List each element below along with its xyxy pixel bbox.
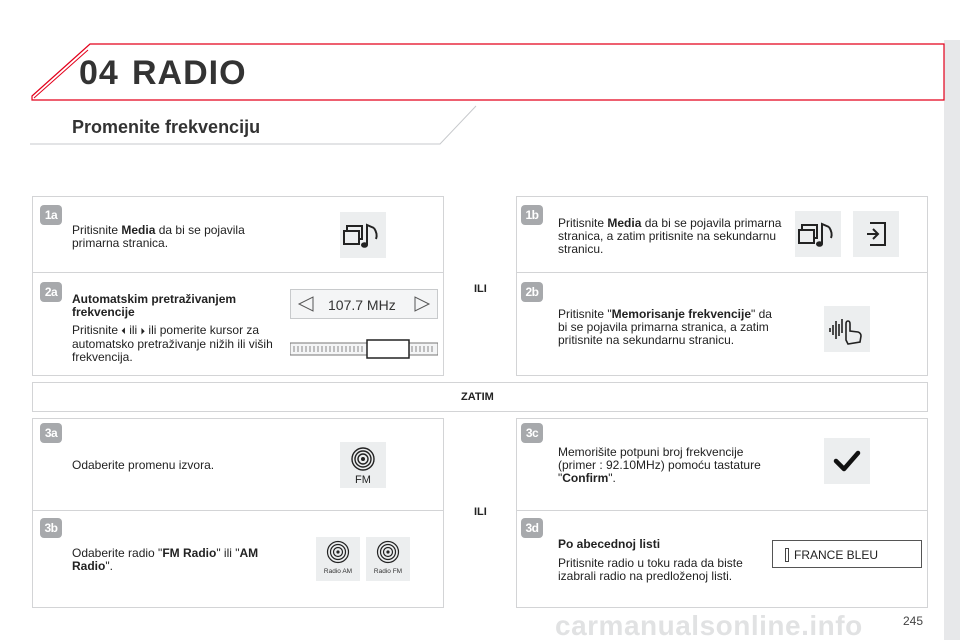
- step-badge-2b: 2b: [521, 282, 543, 302]
- tune-down-button[interactable]: [296, 294, 316, 314]
- radio-fm-icon: [366, 537, 410, 567]
- panel-divider: [516, 272, 928, 273]
- confirm-button[interactable]: [824, 438, 870, 484]
- right-arrow-icon: ⏵: [140, 326, 146, 336]
- media-icon: [340, 212, 386, 258]
- step-3c-text: Memorišite potpuni broj frekvencije (primer : 92.10MHz) pomoću tastature "Confirm".: [558, 445, 761, 485]
- media-button[interactable]: [340, 212, 386, 258]
- panel-divider: [32, 510, 444, 511]
- station-list-item[interactable]: [772, 540, 922, 568]
- secondary-page-icon: [853, 211, 899, 257]
- step-badge-3a: 3a: [40, 423, 62, 443]
- memorize-frequency-icon: [824, 306, 870, 352]
- frequency-tuner: [290, 289, 438, 319]
- step-2a-text: Pritisnite ⏴ ili ⏵ ili pomerite kursor za automatsko pretraživanje nižih ili viših frekvencija.: [72, 323, 273, 364]
- radio-fm-label: Radio FM: [373, 568, 403, 575]
- step-3d-heading: Po abecednoj listi: [558, 537, 661, 551]
- watermark: carmanualsonline.info: [555, 610, 863, 641]
- station-name: FRANCE BLEU: [794, 548, 879, 562]
- chapter-number: 04: [79, 54, 119, 92]
- media-icon: [795, 211, 841, 257]
- chapter-title: RADIO: [132, 54, 247, 92]
- frequency-display: 107.7 MHz: [328, 297, 396, 313]
- section-subtitle: Promenite frekvenciju: [72, 117, 261, 137]
- frequency-scale: [290, 336, 438, 362]
- radio-fm-button[interactable]: [366, 537, 410, 581]
- step-3d-text: Pritisnite radio u toku rada da biste izabrali radio na predloženoj listi.: [558, 556, 743, 583]
- ili-label: ILI: [474, 283, 487, 295]
- zatim-label: ZATIM: [461, 391, 494, 403]
- radio-am-icon: [316, 537, 360, 567]
- radio-am-label: Radio AM: [323, 568, 353, 575]
- panel-divider: [32, 272, 444, 273]
- radio-am-button[interactable]: [316, 537, 360, 581]
- step-2a-heading: Automatskim pretraživanjem frekvencije: [72, 292, 237, 319]
- panel-divider: [516, 510, 928, 511]
- step-2b-text: Pritisnite "Memorisanje frekvencije" da bi se pojavila primarna stranica, a zatim pritisnite na sekundarnu stranicu.: [558, 307, 772, 347]
- frequency-slider[interactable]: [290, 336, 438, 362]
- step-badge-1a: 1a: [40, 205, 62, 225]
- source-fm-button[interactable]: [340, 442, 386, 488]
- step-3b-text: Odaberite radio "FM Radio" ili "AM Radio".: [72, 546, 259, 573]
- step-badge-3c: 3c: [521, 423, 543, 443]
- fm-icon-label: FM: [355, 474, 371, 486]
- media-button[interactable]: [795, 211, 841, 257]
- step-badge-2a: 2a: [40, 282, 62, 302]
- step-1a-text: Pritisnite Media da bi se pojavila primarna stranica.: [72, 223, 245, 250]
- step-badge-1b: 1b: [521, 205, 543, 225]
- left-arrow-icon: ⏴: [121, 326, 126, 336]
- tune-up-button[interactable]: [412, 294, 432, 314]
- page-number: 245: [903, 614, 924, 628]
- secondary-page-button[interactable]: [853, 211, 899, 257]
- step-1b-text: Pritisnite Media da bi se pojavila primarna stranica, a zatim pritisnite na sekundarnu stranicu.: [558, 216, 782, 256]
- memorize-frequency-button[interactable]: [824, 306, 870, 352]
- check-icon: [824, 438, 870, 484]
- ili-label: ILI: [474, 506, 487, 518]
- station-marker-icon: [785, 548, 789, 562]
- step-badge-3d: 3d: [521, 518, 543, 538]
- step-badge-3b: 3b: [40, 518, 62, 538]
- step-3a-text: Odaberite promenu izvora.: [72, 458, 215, 472]
